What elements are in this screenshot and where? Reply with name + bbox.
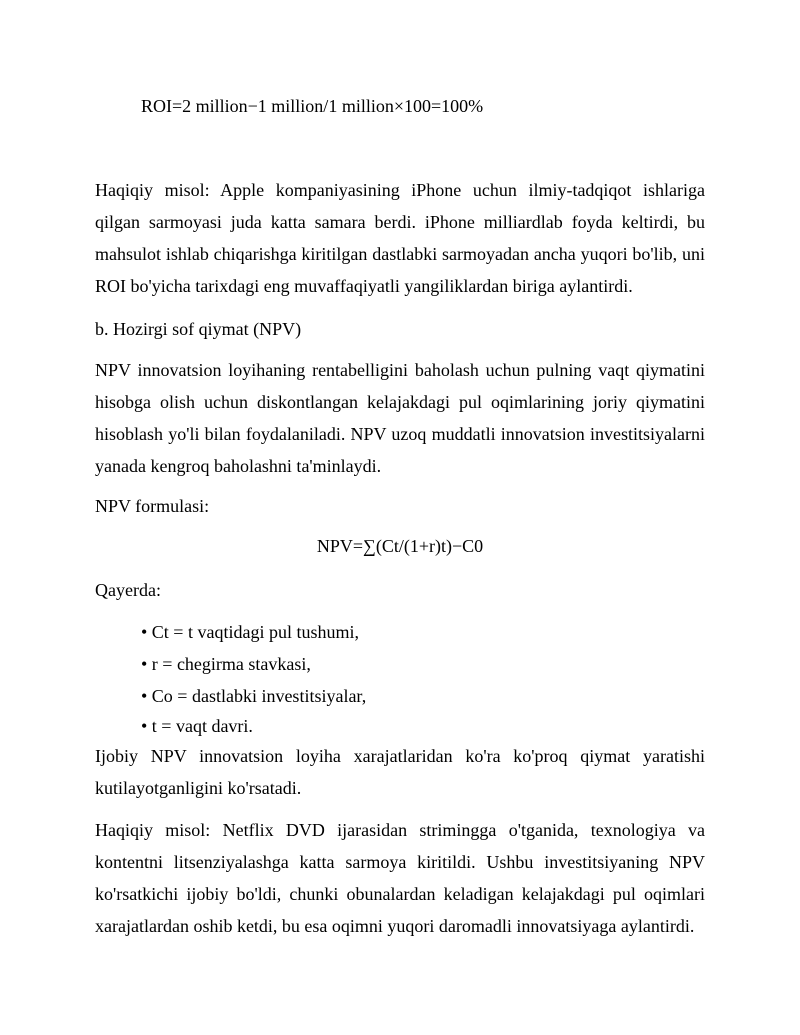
definition-co: • Co = dastlabki investitsiyalar,	[141, 686, 367, 706]
netflix-example-line-1: Haqiqiy misol: Netflix DVD ijarasidan strimingga o'tganida, texnologiya va	[95, 820, 705, 840]
netflix-example-line-2: kontentni litsenziyalashga katta sarmoya kiritildi. Ushbu investitsiyaning NPV	[95, 852, 705, 872]
netflix-example-line-4: xarajatlardan oshib ketdi, bu esa oqimni yuqori daromadli innovatsiyaga aylantirdi.	[95, 916, 695, 936]
apple-example-line-2: qilgan sarmoyasi juda katta samara berdi. iPhone milliardlab foyda keltirdi, bu	[95, 212, 705, 232]
npv-formula: NPV=∑(Ct/(1+r)t)−C0	[316, 536, 484, 556]
npv-intro-line-2: hisobga olish uchun diskontlangan kelajakdagi pul oqimlarining joriy qiymatini	[95, 392, 705, 412]
positive-npv-line-2: kutilayotganligini ko'rsatadi.	[95, 778, 302, 798]
definition-r: • r = chegirma stavkasi,	[141, 654, 311, 674]
npv-formula-label: NPV formulasi:	[95, 496, 210, 516]
apple-example-line-3: mahsulot ishlab chiqarishga kiritilgan dastlabki sarmoyadan ancha yuqori bo'lib, uni	[95, 244, 705, 264]
npv-intro-line-1: NPV innovatsion loyihaning rentabelligini baholash uchun pulning vaqt qiymatini	[95, 360, 705, 380]
where-label: Qayerda:	[95, 580, 161, 600]
definition-ct: • Ct = t vaqtidagi pul tushumi,	[141, 622, 359, 642]
definition-t: • t = vaqt davri.	[141, 716, 253, 736]
roi-formula: ROI=2 million−1 million/1 million×100=100%	[141, 96, 484, 116]
npv-heading: b. Hozirgi sof qiymat (NPV)	[95, 319, 302, 339]
apple-example-line-1: Haqiqiy misol: Apple kompaniyasining iPhone uchun ilmiy-tadqiqot ishlariga	[95, 180, 705, 200]
npv-intro-line-4: yanada kengroq baholashni ta'minlaydi.	[95, 456, 382, 476]
netflix-example-line-3: ko'rsatkichi ijobiy bo'ldi, chunki obunalardan keladigan kelajakdagi pul oqimlari	[95, 884, 705, 904]
apple-example-line-4: ROI bo'yicha tarixdagi eng muvaffaqiyatli yangiliklardan biriga aylantirdi.	[95, 276, 633, 296]
positive-npv-line-1: Ijobiy NPV innovatsion loyiha xarajatlaridan ko'ra ko'proq qiymat yaratishi	[95, 746, 705, 766]
npv-intro-line-3: hisoblash yo'li bilan foydalaniladi. NPV uzoq muddatli innovatsion investitsiyalarni	[95, 424, 705, 444]
